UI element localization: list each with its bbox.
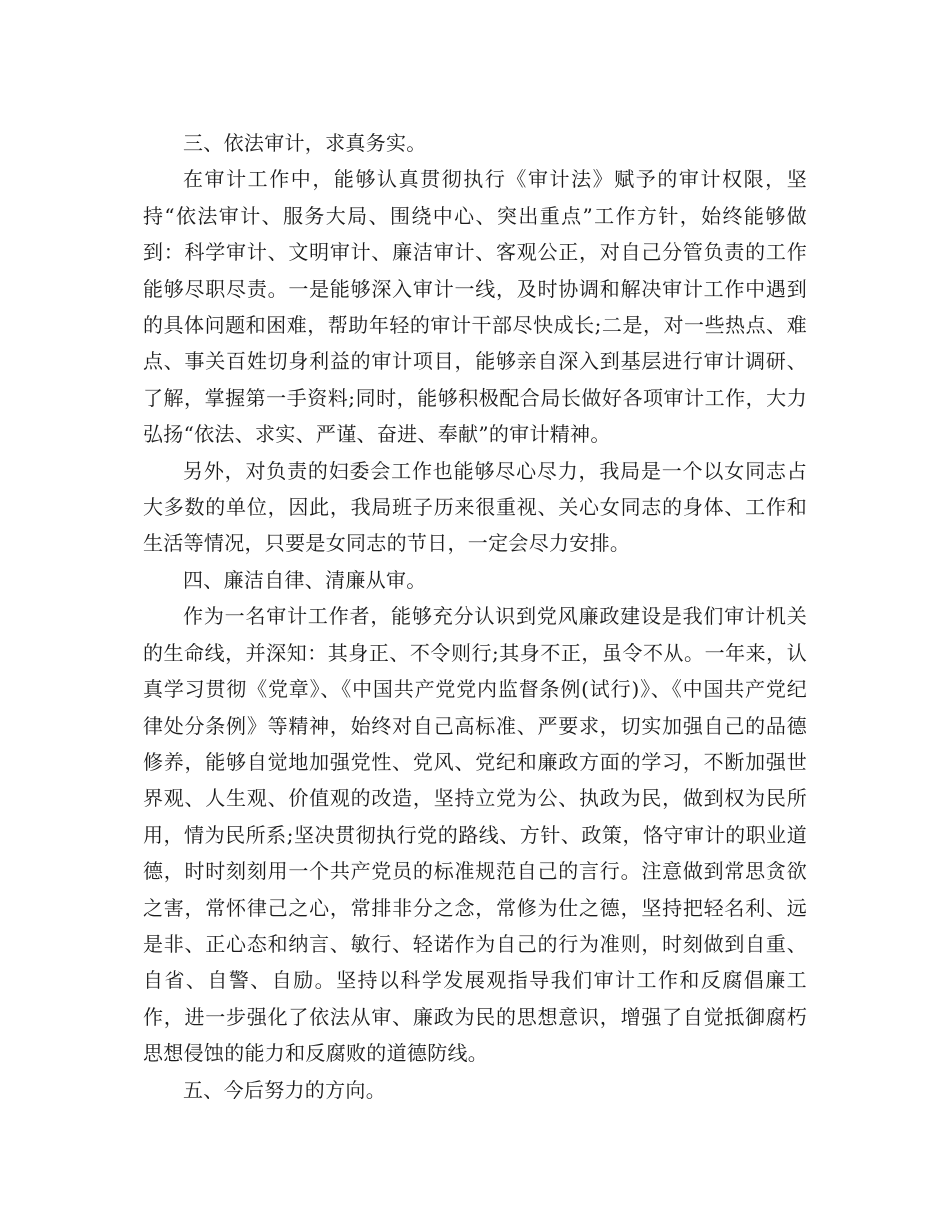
paragraph-integrity: 作为一名审计工作者，能够充分认识到党风廉政建设是我们审计机关的生命线，并深知：其身正、不令则行;其身不正，虽令不从。一年来，认真学习贯彻《党章》、《中国共产党党内监督条例(试行)》、《中国共产党纪律处分条例》等精神，始终对自己高标准、严要求，切实加强自己的品德修养，能够自觉地加强党性、党风、党纪和廉政方面的学习，不断加强世界观、人生观、价值观的改造，坚持立党为公、执政为民，做到权为民所用，情为民所系;坚决贯彻执行党的路线、方针、政策，恪守审计的职业道德，时时刻刻用一个共产党员的标准规范自己的言行。注意做到常思贪欲之害，常怀律己之心，常排非分之念，常修为仕之德，坚持把轻名利、远是非、正心态和纳言、敏行、轻诺作为自己的行为准则，时刻做到自重、自省、自警、自励。坚持以科学发展观指导我们审计工作和反腐倡廉工作，进一步强化了依法从审、廉政为民的思想意识，增强了自觉抵御腐朽思想侵蚀的能力和反腐败的道德防线。: [143, 604, 807, 1066]
paragraph-women-committee: 另外，对负责的妇委会工作也能够尽心尽力，我局是一个以女同志占大多数的单位，因此，我局班子历来很重视、关心女同志的身体、工作和生活等情况，只要是女同志的节日，一定会尽力安排。: [143, 458, 807, 556]
section-heading-3: 三、依法审计，求真务实。: [183, 131, 427, 155]
section-heading-4: 四、廉洁自律、清廉从审。: [183, 567, 427, 592]
document-body: [143, 125, 807, 1108]
section-heading-5: 五、今后努力的方向。: [183, 1077, 386, 1102]
paragraph-audit-work: 在审计工作中，能够认真贯彻执行《审计法》赋予的审计权限，坚持“依法审计、服务大局、围绕中心、突出重点”工作方针，始终能够做到：科学审计、文明审计、廉洁审计、客观公正，对自己分管负责的工作能够尽职尽责。一是能够深入审计一线，及时协调和解决审计工作中遇到的具体问题和困难，帮助年轻的审计干部尽快成长;二是，对一些热点、难点、事关百姓切身利益的审计项目，能够亲自深入到基层进行审计调研、了解，掌握第一手资料;同时，能够积极配合局长做好各项审计工作，大力弘扬“依法、求实、严谨、奋进、奉献”的审计精神。: [143, 167, 807, 447]
